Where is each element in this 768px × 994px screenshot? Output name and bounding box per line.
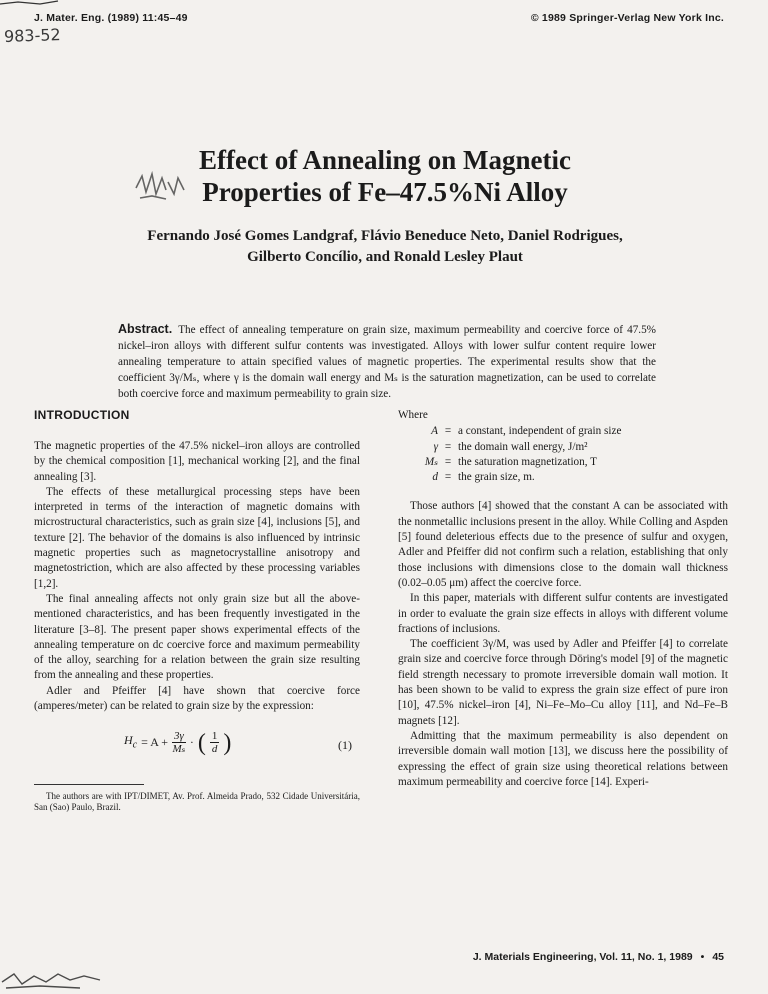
footer-bullet: • xyxy=(700,951,705,963)
definition-row: γ = the domain wall energy, J/m² xyxy=(433,440,588,453)
scan-corner-mark xyxy=(0,0,60,10)
abstract-heading: Abstract. xyxy=(118,322,173,336)
introduction-heading: INTRODUCTION xyxy=(34,408,130,422)
footer-journal: J. Materials Engineering, Vol. 11, No. 1, 1989 xyxy=(472,951,693,963)
body-paragraph: The coefficient 3γ/M, was used by Adler and Pfeiffer [4] to correlate grain size and coercive force through Döring's model [9] of the magnetic field strength necessary to promote irreversible domain wall motion. It has been shown to be valid to express the grain size effect of pure iron [10], 47.5% nickel–iron [4], Ni–Fe–Mo–Cu alloy [11], and Nd–Fe–B magnets [12]. xyxy=(398,638,728,727)
body-paragraph: In this paper, materials with different sulfur contents are investigated in order to evaluate the grain size effects in alloys with different volume fractions of inclusions. xyxy=(398,592,728,635)
definition-row: d = the grain size, m. xyxy=(432,471,535,484)
equation-paren-close: ) xyxy=(223,729,232,756)
definition-row: Mₛ = the saturation magnetization, T xyxy=(424,455,597,468)
equation-fraction: $\frac{3\gamma}{\text{Mₛ}}$ xyxy=(172,730,186,756)
intro-paragraph-2: The effects of these metallurgical processing steps have been interpreted in terms of the interaction of magnetic domains with microstructural characteristics, such as grain size [4], inclusions [5], and texture [2]. The behavior of the domains is also influenced by intrinsic magnetic properties such as magnetocrystalline anisotropy and magnetostriction, which are also affected by these processing variables [1,2]. xyxy=(34,485,360,590)
footnote-divider xyxy=(34,784,144,785)
author-affiliation-footnote: The authors are with IPT/DIMET, Av. Prof. Almeida Prado, 532 Cidade Universitária, San (Sao) Paulo, Brazil. xyxy=(34,791,360,813)
handwritten-note: 983-52 xyxy=(3,25,61,46)
where-label: Where xyxy=(398,409,428,421)
equation-body xyxy=(124,730,231,755)
equation-paren-open: ( xyxy=(197,729,206,756)
running-head-left: J. Mater. Eng. (1989) 11:45–49 xyxy=(34,12,188,24)
intro-paragraph-1: The magnetic properties of the 47.5% nickel–iron alloys are controlled by the chemical composition [1], mechanical working [2], and the final annealing [3]. xyxy=(34,440,360,483)
running-head-right: © 1989 Springer-Verlag New York Inc. xyxy=(530,12,724,24)
equation-1 xyxy=(34,724,360,770)
page-footer xyxy=(473,951,724,963)
symbol-definitions xyxy=(398,424,728,485)
body-paragraph: Those authors [4] showed that the constant A can be associated with the nonmetallic inclusions present in the alloy. While Colling and Aspden [5] found deleterious effects due to the presence of sulfur and oxygen, Adler and Pfeiffer did not confirm such a relation, establishing that only those inclusions with dimensions close to the domain wall thickness (0.02–0.05 μm) affect the coercive force. xyxy=(398,500,728,589)
left-column xyxy=(34,408,360,813)
definition-row: A = a constant, independent of grain size xyxy=(431,425,622,438)
body-paragraph: Admitting that the maximum permeability is also dependent on irreversible domain wall motion [13], we discuss here the possibility of expressing the effect of grain size using theoretical relations between maximum permeability and coercive force [14]. Experi- xyxy=(398,729,728,788)
abstract xyxy=(118,322,656,402)
equation-lhs: $H_c$ xyxy=(124,733,138,751)
equation-inner-fraction: $\frac{1}{d}$ xyxy=(211,730,218,756)
article-title: Effect of Annealing on Magnetic Properties of Fe–47.5%Ni Alloy xyxy=(199,145,571,207)
equation-number: (1) xyxy=(338,738,352,753)
equation-dot: · xyxy=(189,735,194,750)
intro-paragraph-4: Adler and Pfeiffer [4] have shown that coercive force (amperes/meter) can be related to grain size by the expression: xyxy=(34,684,360,713)
abstract-text: The effect of annealing temperature on grain size, maximum permeability and coercive force of 47.5% nickel–iron alloys with different sulfur contents was investigated. Alloys with lower sulfur content require lower annealing temperature to attain specified values of magnetic properties. The experimental results show that the coefficient 3γ/Mₛ, where γ is the domain wall energy and Mₛ is the saturation magnetization, can be used to correlate both coercive force and maximum permeability to grain size. xyxy=(118,324,656,400)
author-list: Fernando José Gomes Landgraf, Flávio Beneduce Neto, Daniel Rodrigues, Gilberto Concílio, and Ronald Lesley Plaut xyxy=(147,228,623,265)
intro-paragraph-3: The final annealing affects not only grain size but all the above-mentioned characteristics, and has been frequently investigated in the literature [3–8]. The present paper shows experimental effects of the annealing temperature on dc coercive force and maximum permeability of the alloy, searching for a relation between the grain size resulting from the annealing and these properties. xyxy=(34,592,360,682)
scan-edge-mark xyxy=(0,968,110,990)
right-column xyxy=(398,408,728,790)
equation-equals: = A + xyxy=(141,735,169,750)
page-number: 45 xyxy=(712,951,724,963)
